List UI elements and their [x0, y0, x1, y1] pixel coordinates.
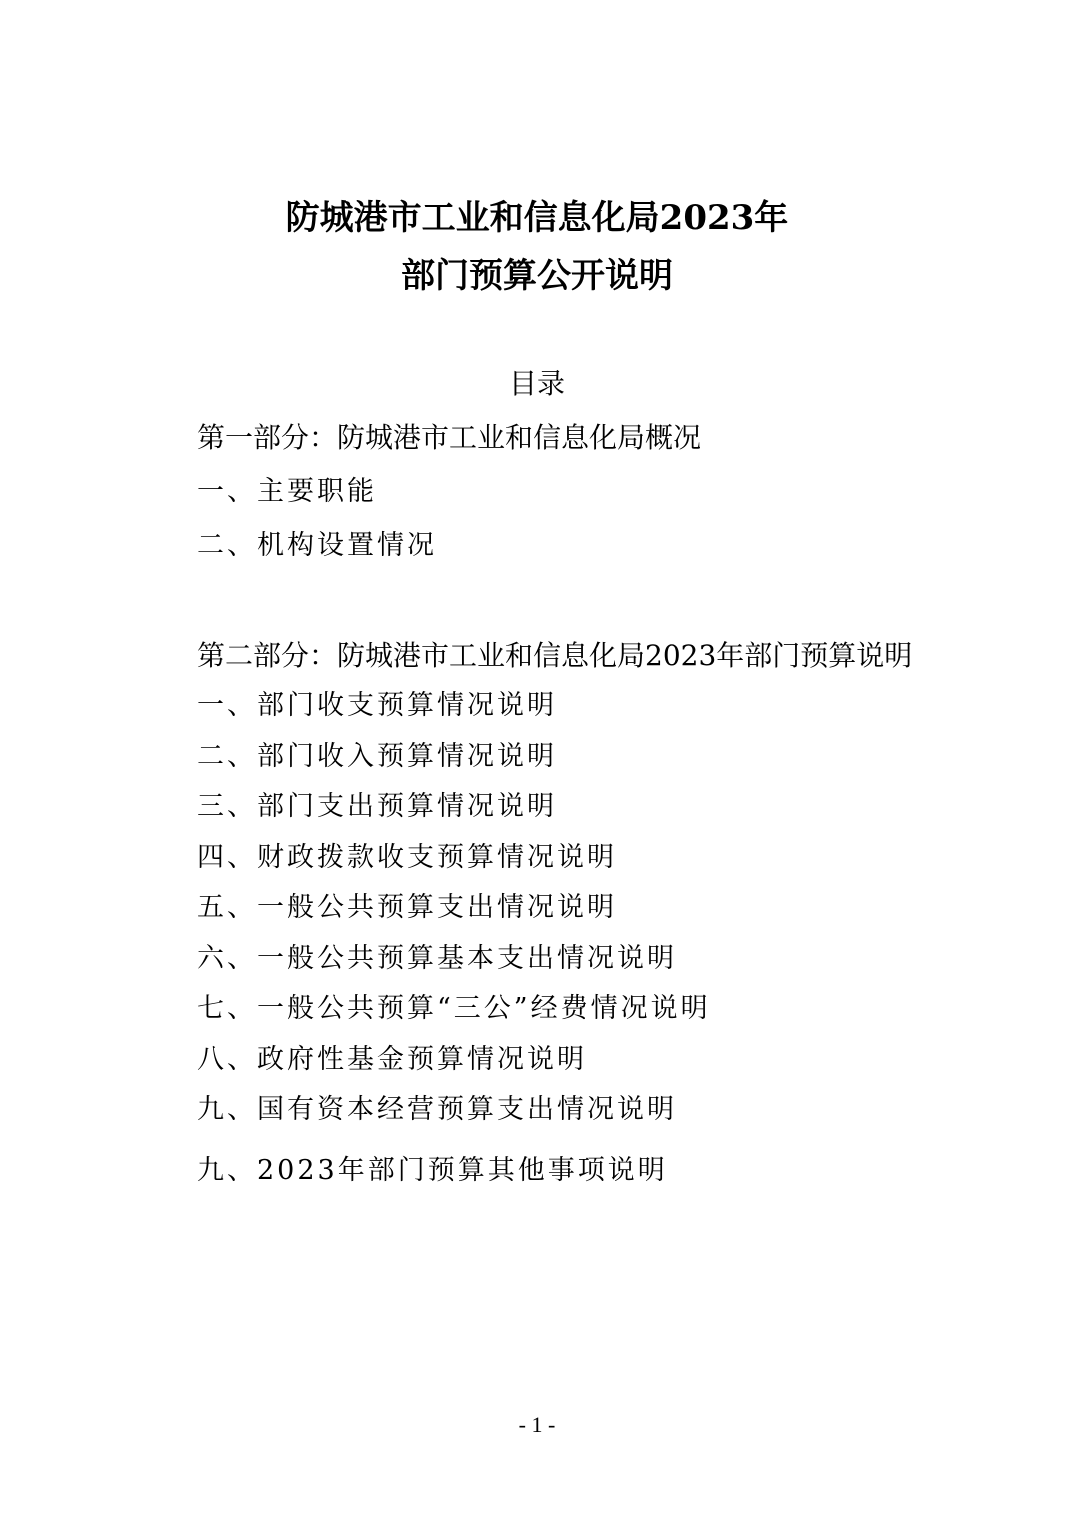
toc-item: 三、部门支出预算情况说明 [197, 791, 557, 822]
part2-heading: 第二部分：防城港市工业和信息化局2023年部门预算说明 [197, 639, 913, 672]
page-number: - 1 - [518, 1412, 556, 1437]
toc-item: 九、国有资本经营预算支出情况说明 [197, 1094, 677, 1125]
toc-item: 六、一般公共预算基本支出情况说明 [197, 943, 677, 974]
toc-heading: 目录 [508, 367, 565, 400]
toc-item: 二、部门收入预算情况说明 [197, 741, 557, 772]
toc-item: 七、一般公共预算“三公”经费情况说明 [197, 993, 711, 1024]
document-title-line2: 部门预算公开说明 [401, 256, 673, 296]
toc-item: 一、部门收支预算情况说明 [197, 690, 557, 721]
toc-item: 九、2023年部门预算其他事项说明 [197, 1155, 668, 1186]
toc-item: 八、政府性基金预算情况说明 [197, 1044, 587, 1075]
toc-item: 四、财政拨款收支预算情况说明 [197, 842, 617, 873]
part1-heading: 第一部分：防城港市工业和信息化局概况 [197, 421, 702, 454]
toc-item: 一、主要职能 [197, 476, 377, 507]
document-title-line1: 防城港市工业和信息化局2023年 [285, 198, 789, 238]
toc-item: 五、一般公共预算支出情况说明 [197, 892, 617, 923]
toc-item: 二、机构设置情况 [197, 530, 437, 561]
